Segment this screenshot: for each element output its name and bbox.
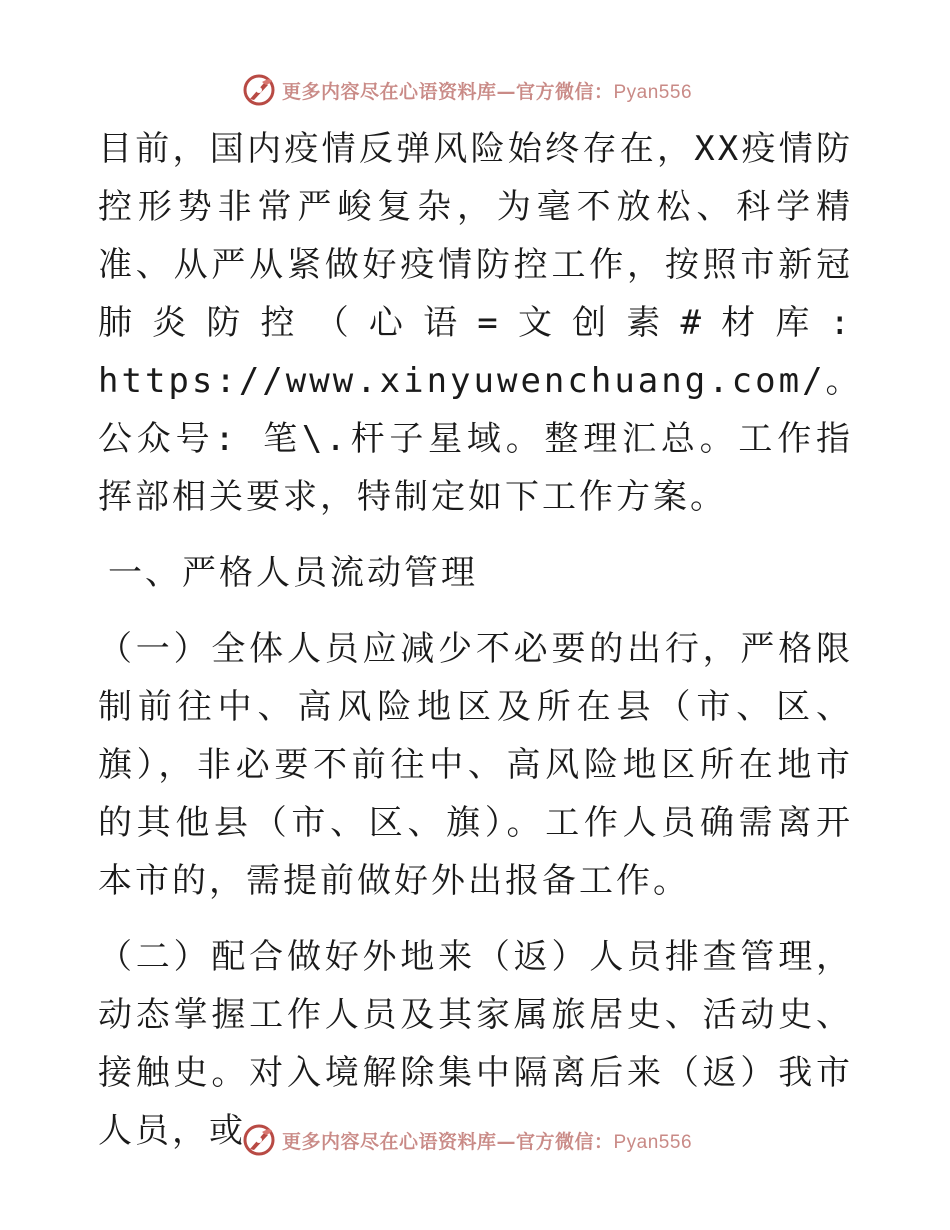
paragraph-item-1: （一）全体人员应减少不必要的出行，严格限制前往中、高风险地区及所在县（市、区、旗），非必要不前往中、高风险地区所在地市的其他县（市、区、旗）。工作人员确需离开本市的，需提前做好外出报备工作。 xyxy=(98,629,853,901)
banner-handle-footer: Pyan556 xyxy=(613,1131,693,1153)
banner-handle: Pyan556 xyxy=(613,81,693,103)
header-watermark-banner xyxy=(0,68,950,112)
document-body xyxy=(98,120,863,1160)
banner-inner-footer xyxy=(242,1123,692,1157)
paragraph-item-2: （二）配合做好外地来（返）人员排查管理，动态掌握工作人员及其家属旅居史、活动史、接触史。对入境解除集中隔离后来（返）我市人员，或 xyxy=(98,937,853,1151)
paragraph-intro: 目前，国内疫情反弹风险始终存在，XX疫情防控形势非常严峻复杂，为毫不放松、科学精准、从严从紧做好疫情防控工作，按照市新冠肺炎防控（心语=文创素#材库: https://www.xinyuwenchuang.com/。公众号: 笔\.杆子星域。整理汇总。工作指挥部相关要求，特制定如下工作方案。 xyxy=(98,129,863,517)
banner-label: 更多内容尽在心语资料库—官方微信： xyxy=(281,80,614,103)
footer-watermark-banner xyxy=(0,1118,950,1162)
banner-text-footer xyxy=(282,1127,692,1154)
section-heading: 一、严格人员流动管理 xyxy=(108,553,478,593)
banner-text xyxy=(282,77,692,104)
quill-pen-circle-icon xyxy=(242,1123,276,1157)
quill-pen-circle-icon xyxy=(242,73,276,107)
banner-inner xyxy=(242,73,692,107)
banner-label-footer: 更多内容尽在心语资料库—官方微信： xyxy=(281,1130,614,1153)
